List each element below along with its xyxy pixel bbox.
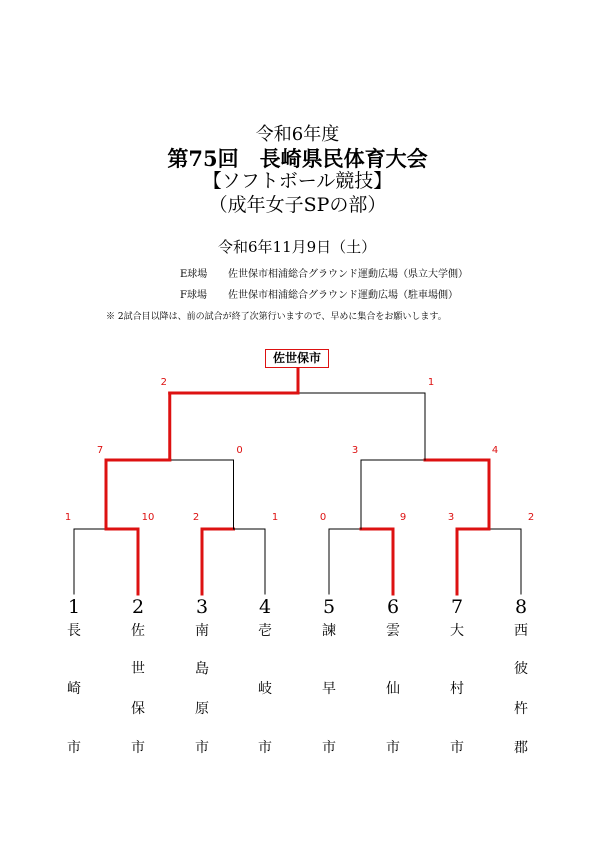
event-date: 令和6年11月9日（土） [218,238,377,256]
venue-f-label: F球場 [180,290,207,301]
team-name-char: 佐 [131,623,145,639]
team-name-char: 市 [131,740,145,756]
team-name [381,620,405,760]
team-name-char: 崎 [67,681,81,697]
score-label: 2 [192,512,200,523]
team-name-char: 杵 [514,701,528,717]
team-name-char: 保 [131,701,145,717]
score-label: 7 [96,445,104,456]
team-name-char: 郡 [514,740,528,756]
score-label: 4 [491,445,499,456]
venue-e-place: 佐世保市相浦総合グラウンド運動広場（県立大学側） [228,269,468,280]
champion-box: 佐世保市 [265,349,329,368]
team-name-char: 南 [195,623,209,639]
title-sport: 【ソフトボール競技】 [202,170,393,192]
title-year: 令和6年度 [255,124,340,145]
team-seed: 1 [67,596,81,618]
score-label: 0 [236,445,243,456]
score-label: 3 [447,512,455,523]
score-label: 10 [141,512,155,523]
score-label: 9 [399,512,407,523]
team-name-char: 市 [67,740,81,756]
team-name-char: 世 [131,661,145,677]
score-label: 0 [319,512,327,523]
team-name [126,620,150,760]
venue-f-place: 佐世保市相浦総合グラウンド運動広場（駐車場側） [228,290,458,301]
team-seed: 6 [386,596,400,618]
team-seed: 8 [514,596,528,618]
team-name-char: 西 [514,623,528,639]
team-name-char: 壱 [258,623,272,639]
score-label: 2 [160,377,167,388]
team-name-char: 大 [450,623,464,639]
score-label: 1 [64,512,72,523]
team-name [253,620,277,760]
team-name-char: 市 [386,740,400,756]
team-name-char: 村 [450,681,464,697]
team-name-char: 雲 [386,623,400,639]
score-label: 2 [527,512,535,523]
team-name-char: 早 [322,681,336,697]
title-tournament: 第75回 長崎県民体育大会 [167,146,428,171]
team-name-char: 諫 [322,623,336,639]
title-division: （成年女子SPの部） [208,194,387,216]
team-seed: 3 [195,596,209,618]
schedule-note: ※ 2試合目以降は、前の試合が終了次第行いますので、早めに集合をお願いします。 [106,312,447,322]
team-name-char: 長 [67,623,81,639]
venue-e-label: E球場 [180,269,208,280]
team-name [62,620,86,760]
team-name-char: 市 [322,740,336,756]
team-name-char: 島 [195,661,209,677]
team-seed: 2 [131,596,145,618]
team-seed: 7 [450,596,464,618]
team-name [445,620,469,760]
team-name [509,620,533,760]
team-name [190,620,214,760]
score-label: 1 [271,512,279,523]
team-seed: 4 [258,596,272,618]
team-seed: 5 [322,596,336,618]
team-name-char: 彼 [514,661,528,677]
team-name-char: 市 [258,740,272,756]
team-name-char: 原 [195,701,209,717]
score-label: 3 [351,445,359,456]
team-name [317,620,341,760]
score-label: 1 [427,377,435,388]
team-name-char: 市 [195,740,209,756]
team-name-char: 岐 [258,681,272,697]
team-name-char: 市 [450,740,464,756]
team-name-char: 仙 [386,681,400,697]
